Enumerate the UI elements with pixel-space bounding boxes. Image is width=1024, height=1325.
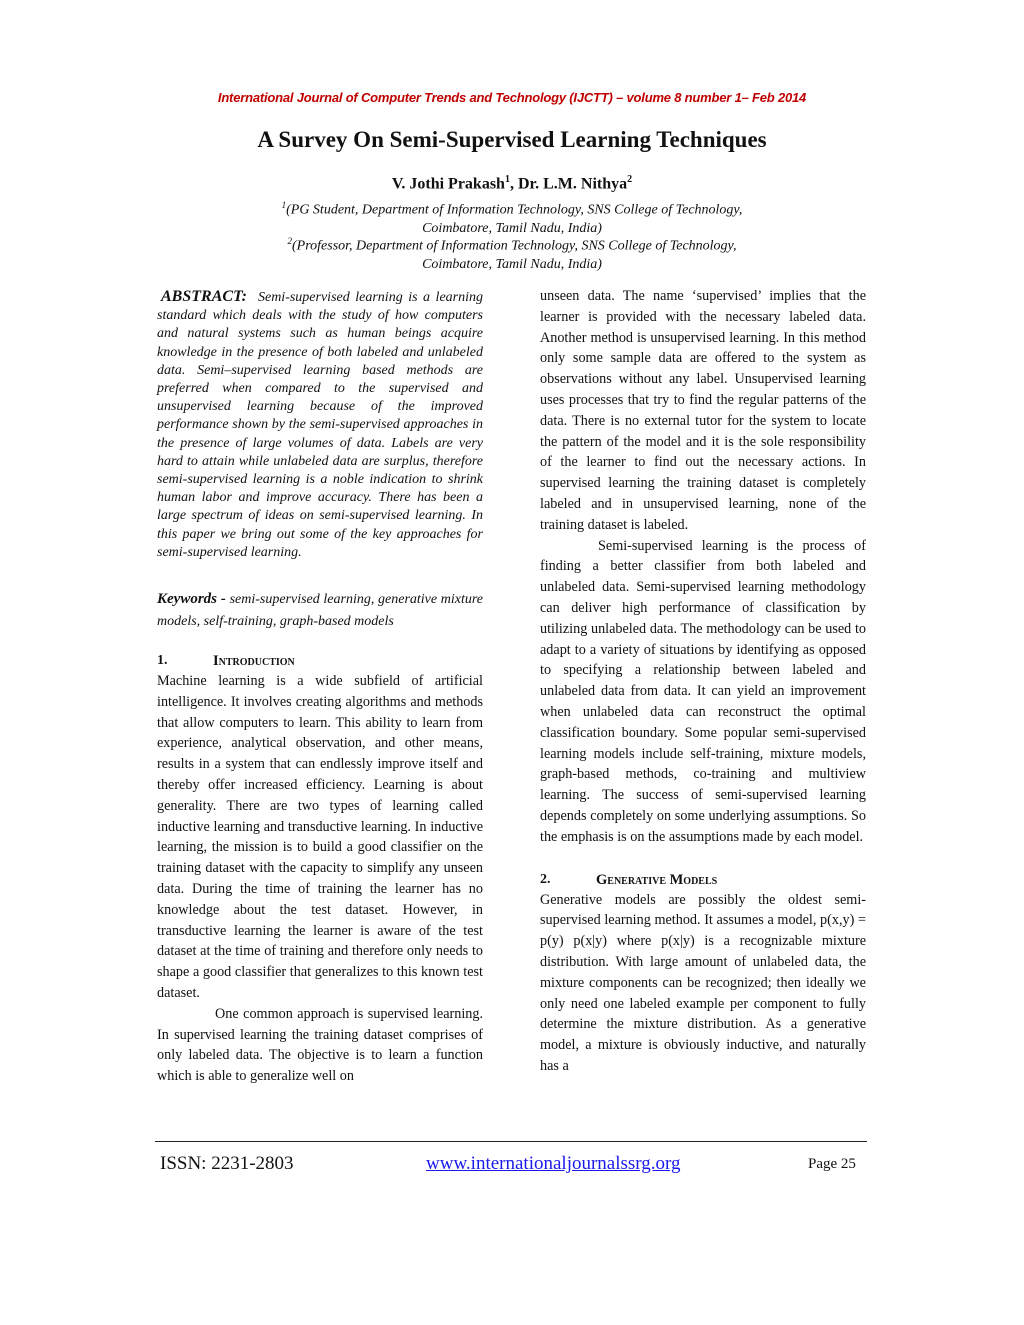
section-1-number: 1. [157,653,168,669]
intro-paragraph-1: Machine learning is a wide subfield of artificial intelligence. It involves creating algorithms and methods that allow computers to learn. This ability to learn from experience, analytical observation, and other means, results in a system that can endlessly improve itself and thereby offer increased efficiency. Learning is about generality. There are two types of learning called inductive learning and transductive learning. In inductive learning, the mission is to build a good classifier on the training dataset with the capacity to simplify any unseen data. During the time of training the learner has no knowledge about the test dataset. However, in transductive learning the learner is aware of the test dataset at the time of training and therefore only needs to shape a good classifier that generalizes to this known test dataset. [157,673,483,1001]
affiliation-2-sup: 2 [287,236,292,246]
affiliation-2 [0,232,1024,274]
section-1-heading [157,651,483,671]
author-2: Dr. L.M. Nithya [517,175,628,193]
author-1: V. Jothi Prakash [391,175,505,193]
keywords [157,588,483,633]
author-separator: , [509,175,518,193]
affiliation-1-sup: 1 [281,200,287,210]
author-1-sup: 1 [504,174,510,185]
author-line [0,174,1024,193]
section-2-number: 2. [540,871,551,887]
section-1-title: Introduction [213,653,295,670]
keywords-text: semi-supervised learning, generative mixture models, self-training, graph-based models [157,592,483,630]
section-2-heading [540,870,866,890]
affiliation-2-line2: Coimbatore, Tamil Nadu, India) [422,256,602,272]
intro-paragraph-2: One common approach is supervised learning. In supervised learning the training dataset comprises of only labeled data. The objective is to learn a function which is able to generalize well on [157,1005,483,1085]
intro-paragraph-3: Semi-supervised learning is the process of finding a better classifier from both labeled and unlabeled data. Semi-supervised learning methodology can deliver high performance of classification by utilizing unlabeled data. The methodology can be used to adapt to a variety of situations by identifying as opposed to specifying a relationship between labeled and unlabeled data from data. It can yield an improvement when unlabeled data can reconstruct the optimal classification boundary. Some popular semi-supervised learning models include self-training, mixture models, graph-based methods, co-training and multiview learning. The success of semi-supervised learning depends completely on some underlying assumptions. So the emphasis is on the assumptions made by each model. [540,537,866,845]
affiliation-1-line2: Coimbatore, Tamil Nadu, India) [422,220,602,236]
journal-header: International Journal of Computer Trends and Technology (IJCTT) – volume 8 number 1– Feb 2014 [217,90,807,105]
footer-issn: ISSN: 2231-2803 [160,1153,294,1174]
abstract [157,288,483,562]
paper-title: A Survey On Semi-Supervised Learning Techniques [257,127,767,152]
author-2-sup: 2 [627,174,633,185]
affiliation-1-line1 [0,196,1024,220]
abstract-text: Semi-supervised learning is a learning standard which deals with the study of how computers and natural systems such as human beings acquire knowledge in the presence of both labeled and unlabeled data. Semi–supervised learning based methods are preferred when compared to the supervised and unsupervised learning because of the improved performance shown by the semi-supervised approaches in the presence of large volumes of data. Labels are very hard to attain while unlabeled data are surplus, therefore semi-supervised learning is a noble indication to shrink human labor and improve accuracy. There has been a large spectrum of ideas on semi-supervised learning. In this paper we bring out some of the key approaches for semi-supervised learning. [157,290,483,560]
affiliation-1-text: (PG Student, Department of Information Technology, SNS College of Technology, [286,202,743,218]
footer-divider [155,1141,867,1142]
affiliation-2-text: (Professor, Department of Information Technology, SNS College of Technology, [292,238,737,254]
keywords-label: Keywords - [157,591,226,608]
abstract-label: ABSTRACT: [161,288,247,305]
affiliation-2-line1 [0,232,1024,256]
footer-page-number: Page 25 [808,1156,856,1172]
section-2-title: Generative Models [596,871,718,888]
footer-website-link[interactable]: www.internationaljournalssrg.org [426,1153,681,1174]
generative-paragraph-1: Generative models are possibly the oldest semi-supervised learning method. It assumes a model, p(x,y) = p(y) p(x|y) where p(x|y) is a recognizable mixture distribution. With large amount of unlabeled data, the mixture components can be recognized; then ideally we only need one labeled example per component to fully determine the mixture distribution. As a generative model, a mixture is obviously inductive, and naturally has a [540,891,866,1074]
left-column [157,286,483,1087]
intro-paragraph-2-continued: unseen data. The name ‘supervised’ implies that the learner is provided with the necessary labeled data. Another method is unsupervised learning. In this method only some sample data are offered to the system as observations without any label. Unsupervised learning uses processes that try to find the regular patterns of the data. There is no external tutor for the system to locate the pattern of the model and it is the sole responsibility of the learner to find out the necessary actions. In supervised learning the training dataset is completely labeled and in unsupervised learning, none of the training dataset is labeled. [540,288,866,533]
right-column [540,286,866,1077]
